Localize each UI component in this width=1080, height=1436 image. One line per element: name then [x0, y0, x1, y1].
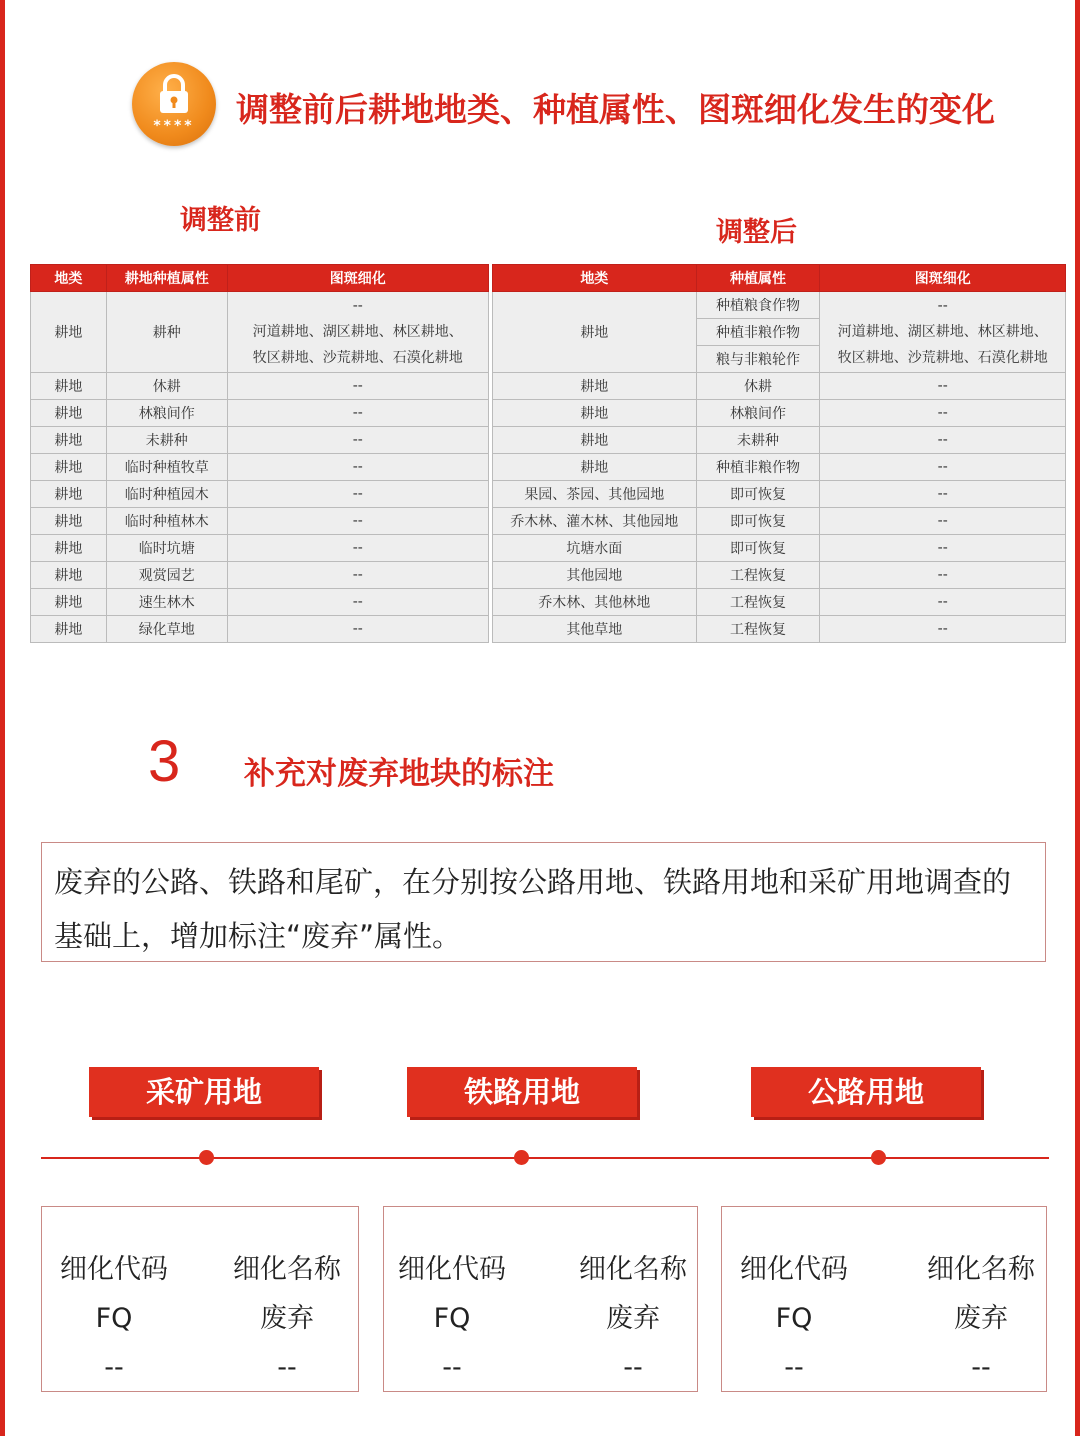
cell-line: --	[937, 298, 948, 314]
timeline-dot	[514, 1150, 529, 1165]
table-cell: 休耕	[106, 373, 227, 400]
table-cell: 即可恢复	[696, 535, 820, 562]
table-cell: 乔木林、灌木林、其他园地	[493, 508, 697, 535]
cell-line: --	[352, 298, 363, 314]
table-cell: --	[227, 562, 488, 589]
code-column	[396, 1245, 508, 1392]
table-cell: 工程恢复	[696, 562, 820, 589]
cell-line: 河道耕地、湖区耕地、林区耕地、	[837, 324, 1048, 340]
table-cell: 种植非粮作物	[696, 319, 820, 346]
table-cell: 其他草地	[493, 616, 697, 643]
table-cell: 粮与非粮轮作	[696, 346, 820, 373]
code-extra: --	[442, 1352, 462, 1383]
name-extra: --	[623, 1352, 643, 1383]
table-header-row	[493, 265, 1066, 292]
table-cell: 工程恢复	[696, 616, 820, 643]
table-row	[31, 427, 489, 454]
name-column	[924, 1245, 1038, 1392]
table-row	[31, 292, 489, 373]
table-cell: --	[820, 454, 1066, 481]
password-stars: ****	[153, 118, 195, 134]
table-cell: 即可恢复	[696, 508, 820, 535]
cell-line: 牧区耕地、沙荒耕地、石漠化耕地	[837, 350, 1048, 366]
name-column	[576, 1245, 690, 1392]
section-title: 补充对废弃地块的标注	[244, 756, 554, 792]
table-cell: --	[227, 427, 488, 454]
table-cell: 种植粮食作物	[696, 292, 820, 319]
table-row	[31, 589, 489, 616]
timeline-dot	[871, 1150, 886, 1165]
table-row	[31, 454, 489, 481]
page-title: 调整前后耕地地类、种植属性、图斑细化发生的变化	[236, 90, 995, 129]
table-header-row	[31, 265, 489, 292]
table-cell: --	[820, 535, 1066, 562]
table-row	[31, 400, 489, 427]
code-extra: --	[104, 1352, 124, 1383]
table-cell: 耕种	[106, 292, 227, 373]
table-cell: 耕地	[31, 589, 107, 616]
table-cell: 乔木林、其他林地	[493, 589, 697, 616]
table-cell: 临时种植牧草	[106, 454, 227, 481]
note-box	[41, 842, 1046, 962]
table-cell: 绿化草地	[106, 616, 227, 643]
tag-mining-land: 采矿用地	[89, 1067, 319, 1117]
table-cell: 工程恢复	[696, 589, 820, 616]
table-row	[493, 373, 1066, 400]
code-extra: --	[784, 1352, 804, 1383]
table-cell: --	[820, 589, 1066, 616]
table-cell: 耕地	[31, 616, 107, 643]
table-row	[493, 535, 1066, 562]
table-cell: 观赏园艺	[106, 562, 227, 589]
table-cell: 耕地	[31, 508, 107, 535]
table-cell: 耕地	[493, 400, 697, 427]
column-header: 图斑细化	[820, 265, 1066, 292]
code-value: FQ	[95, 1303, 133, 1334]
before-title: 调整前	[180, 205, 261, 236]
timeline-dot	[199, 1150, 214, 1165]
table-cell: 临时种植林木	[106, 508, 227, 535]
cell-line: 河道耕地、湖区耕地、林区耕地、	[252, 324, 463, 340]
after-title: 调整后	[716, 217, 797, 248]
table-cell	[227, 292, 488, 373]
table-cell: 耕地	[493, 427, 697, 454]
name-value: 废弃	[260, 1303, 314, 1334]
name-label: 细化名称	[579, 1254, 687, 1285]
table-cell: --	[227, 454, 488, 481]
table-row	[493, 481, 1066, 508]
code-label: 细化代码	[60, 1254, 168, 1285]
table-cell: --	[227, 481, 488, 508]
table-cell: --	[820, 400, 1066, 427]
table-row	[493, 589, 1066, 616]
code-value: FQ	[433, 1303, 471, 1334]
table-cell: 林粮间作	[696, 400, 820, 427]
table-row	[493, 562, 1066, 589]
lock-icon	[156, 72, 192, 116]
table-cell: 种植非粮作物	[696, 454, 820, 481]
card-mining	[41, 1206, 359, 1392]
table-cell: --	[227, 616, 488, 643]
note-text: 废弃的公路、铁路和尾矿，在分别按公路用地、铁路用地和采矿用地调查的基础上，增加标注“废弃”属性。	[54, 865, 1012, 953]
before-table	[30, 264, 489, 643]
table-cell: 林粮间作	[106, 400, 227, 427]
name-value: 废弃	[954, 1303, 1008, 1334]
name-label: 细化名称	[927, 1254, 1035, 1285]
tag-highway-land: 公路用地	[751, 1067, 981, 1117]
table-cell: --	[820, 427, 1066, 454]
table-cell: 耕地	[31, 400, 107, 427]
timeline-line	[41, 1157, 1049, 1159]
name-value: 废弃	[606, 1303, 660, 1334]
table-cell: 耕地	[31, 373, 107, 400]
name-column	[230, 1245, 344, 1392]
table-cell: 耕地	[31, 535, 107, 562]
table-row	[493, 454, 1066, 481]
table-cell: 临时种植园木	[106, 481, 227, 508]
table-cell: 其他园地	[493, 562, 697, 589]
tag-railway-land: 铁路用地	[407, 1067, 637, 1117]
code-column	[58, 1245, 170, 1392]
table-row	[493, 427, 1066, 454]
table-cell	[820, 292, 1066, 373]
table-cell: 耕地	[31, 562, 107, 589]
table-cell: 未耕种	[106, 427, 227, 454]
right-border	[1075, 0, 1080, 1436]
card-highway	[721, 1206, 1047, 1392]
table-row	[31, 373, 489, 400]
table-row	[31, 616, 489, 643]
table-cell: --	[227, 373, 488, 400]
table-cell: 耕地	[31, 292, 107, 373]
table-row	[493, 616, 1066, 643]
table-cell: --	[820, 562, 1066, 589]
code-column	[738, 1245, 850, 1392]
section-number: 3	[148, 729, 181, 794]
table-cell: --	[227, 589, 488, 616]
table-row	[31, 535, 489, 562]
table-row	[31, 481, 489, 508]
table-cell: 未耕种	[696, 427, 820, 454]
table-cell: --	[227, 535, 488, 562]
table-cell: 耕地	[31, 481, 107, 508]
column-header: 图斑细化	[227, 265, 488, 292]
table-cell: 耕地	[493, 373, 697, 400]
cell-line: 牧区耕地、沙荒耕地、石漠化耕地	[252, 350, 463, 366]
column-header: 耕地种植属性	[106, 265, 227, 292]
table-cell: --	[820, 481, 1066, 508]
name-extra: --	[971, 1352, 991, 1383]
card-railway	[383, 1206, 698, 1392]
table-cell: 耕地	[493, 292, 697, 373]
table-cell: 休耕	[696, 373, 820, 400]
table-cell: 临时坑塘	[106, 535, 227, 562]
table-cell: --	[820, 508, 1066, 535]
table-cell: 速生林木	[106, 589, 227, 616]
column-header: 种植属性	[696, 265, 820, 292]
code-label: 细化代码	[740, 1254, 848, 1285]
table-cell: --	[227, 508, 488, 535]
lock-badge	[132, 62, 216, 146]
table-cell: --	[820, 373, 1066, 400]
code-label: 细化代码	[398, 1254, 506, 1285]
table-row	[31, 562, 489, 589]
left-border	[0, 0, 5, 1436]
name-extra: --	[277, 1352, 297, 1383]
table-cell: --	[820, 616, 1066, 643]
table-row	[493, 400, 1066, 427]
table-cell: 耕地	[493, 454, 697, 481]
table-cell: 即可恢复	[696, 481, 820, 508]
table-cell: 坑塘水面	[493, 535, 697, 562]
table-cell: 耕地	[31, 427, 107, 454]
code-value: FQ	[775, 1303, 813, 1334]
column-header: 地类	[31, 265, 107, 292]
table-cell: --	[227, 400, 488, 427]
name-label: 细化名称	[233, 1254, 341, 1285]
table-row	[31, 508, 489, 535]
table-row	[493, 292, 1066, 319]
table-row	[493, 508, 1066, 535]
after-table	[492, 264, 1066, 643]
column-header: 地类	[493, 265, 697, 292]
table-cell: 果园、茶园、其他园地	[493, 481, 697, 508]
table-cell: 耕地	[31, 454, 107, 481]
